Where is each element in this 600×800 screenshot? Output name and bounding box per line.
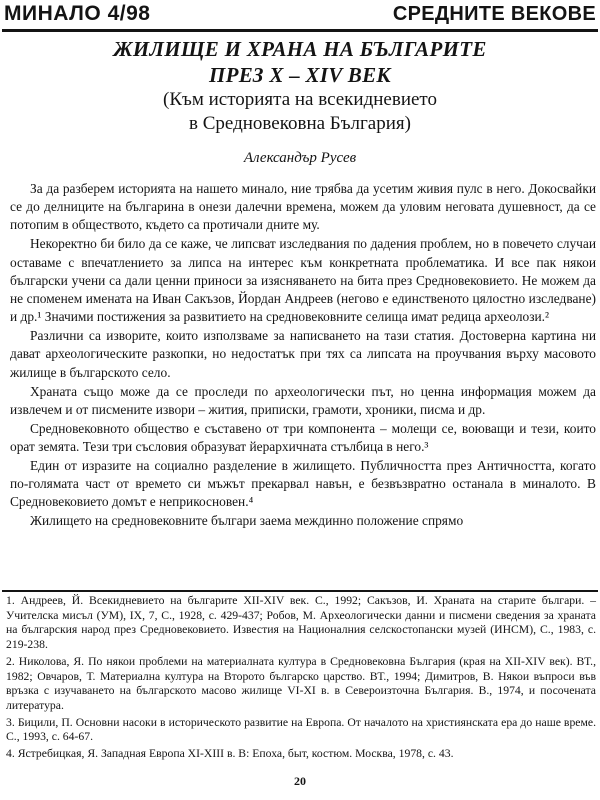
paragraph: За да разберем историята на нашето минало, ние трябва да усетим живия пулс в него. Докосвайки се до делниците на българина в онези далечни времена, можем да уловим неговата душевност, да се потопим в обществото, където са протичали дните му.	[10, 181, 596, 233]
paragraph: Храната също може да се проследи по археологически път, но ценна информация можем да извлечем и от писмените извори – жития, приписки, грамоти, хроники, писма и др.	[10, 383, 596, 417]
footnote-rule	[2, 590, 598, 592]
subtitle-line-1: (Към историята на всекидневието	[163, 89, 437, 110]
subtitle-line-2: в Средновековна България)	[189, 113, 411, 134]
footnote: 3. Бицили, П. Основни насоки в историческото развитие на Европа. От началото на християнската ера до наше време. С., 1993, с. 64-67.	[6, 715, 596, 744]
article-title-block	[0, 36, 600, 136]
footnotes	[6, 594, 596, 764]
footnote: 2. Николова, Я. По някои проблеми на материалната култура в Средновековна България (края на XII-XIV век). ВТ., 1982; Овчаров, Т. Материална култура на Второто българско царство. ВТ., 1994; Димитров, В. Някои въпроси във връзка с изучаването на българското масово жилище VI-XI в. в Североизточна България. В., 1974, и посочената литература.	[6, 654, 596, 712]
footnote: 1. Андреев, Й. Всекидневието на българите XII-XIV век. С., 1992; Сакъзов, И. Храната на старите българи. – Учителска мисъл (УМ), IX, 7, С., 1928, с. 429-437; Робов, М. Археологически данни и писмени сведения за храната на българския народ през Средновековието. Известия на Националния селскостопански музей (ИНСМ), С., 1983, с. 219-238.	[6, 594, 596, 652]
paragraph: Различни са изворите, които използваме за написването на тази статия. Достоверна картина ни дават археологическите разкопки, но недостатък при тях са липсата на проучвания върху масовото жилище в българското село.	[10, 328, 596, 380]
running-header	[0, 0, 600, 30]
page-number: 20	[294, 774, 306, 788]
author-name: Александър Русев	[243, 150, 357, 166]
title-line-2: ПРЕЗ X – XIV ВЕК	[209, 63, 391, 87]
paragraph: Жилището на средновековните българи заема междинно положение спрямо	[30, 513, 464, 529]
section-name: СРЕДНИТЕ ВЕКОВЕ	[392, 3, 596, 25]
footnote: 4. Ястребицкая, Я. Западная Европа XI-XIII в. В: Епоха, быт, костюм. Москва, 1978, с. 43.	[6, 747, 454, 761]
paragraph: Средновековното общество е съставено от три компонента – молещи се, воюващи и тези, които орат земята. Тези три съсловия образуват йерархичната стълбица в него.³	[10, 420, 596, 455]
title-line-1: ЖИЛИЩЕ И ХРАНА НА БЪЛГАРИТЕ	[113, 37, 487, 61]
journal-issue: МИНАЛО 4/98	[4, 2, 151, 25]
paragraph: Един от изразите на социално разделение в жилището. Публичността през Античността, когато по-голямата част от времето си мъжът прекарвал навън, е безвъзвратно останала в миналото. В Средновековието домът е неприкосновен.⁴	[10, 458, 596, 510]
article-body	[10, 180, 596, 531]
header-rule	[2, 29, 598, 32]
paragraph: Некоректно би било да се каже, че липсват изследвания по дадения проблем, но в повечето случаи оставаме с впечатлението за липса на интерес към конкретната проблематика. И все пак някои български учени са дали ценни приноси за изясняването на бита през Средновековието. Не можем да не споменем имената на Иван Сакъзов, Йордан Андреев (негово е единственото цялостно изследване) и др.¹ Значими постижения за развитието на средновековните селища имат редица археолози.²	[10, 236, 596, 325]
